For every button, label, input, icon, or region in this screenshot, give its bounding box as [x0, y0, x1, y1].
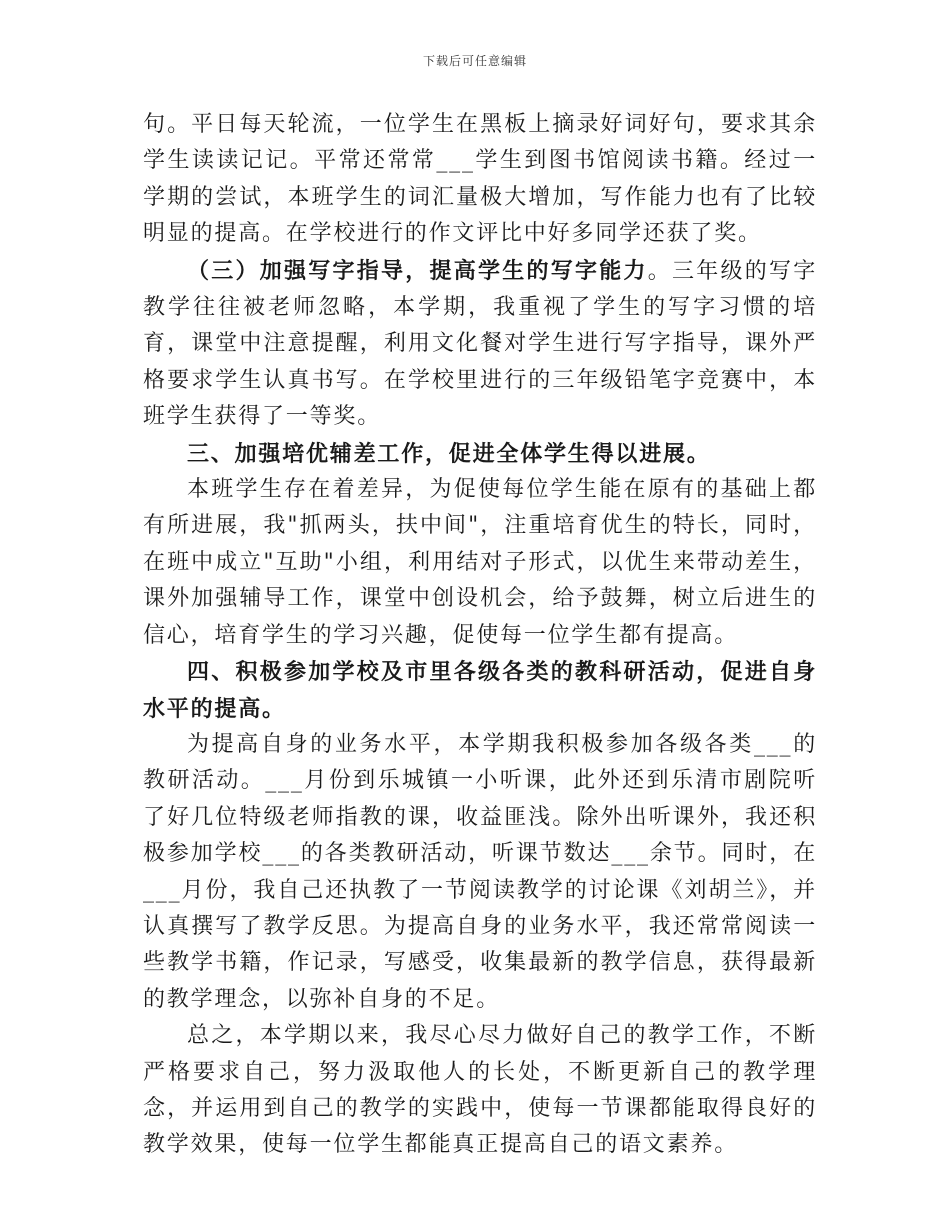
section-heading-writing: （三）加强写字指导，提高学生的写字能力	[187, 257, 648, 284]
section-heading-research: 四、积极参加学校及市里各级各类的教科研活动，促进自身水平的提高。	[143, 659, 817, 722]
paragraph-research: 为提高自身的业务水平，本学期我积极参加各级各类___的教研活动。___月份到乐城镇一小听课，此外还到乐清市剧院听了好几位特级老师指教的课，收益匪浅。除外出听课外，我还积极参加学校___的各类教研活动，听课节数达___余节。同时，在___月份，我自己还执教了一节阅读教学的讨论课《刘胡兰》，并认真撰写了教学反思。为提高自身的业务水平，我还常常阅读一些教学书籍，作记录，写感受，收集最新的教学信息，获得最新的教学理念，以弥补自身的不足。	[143, 731, 817, 1012]
paragraph-writing-guidance	[143, 253, 817, 436]
document-body	[143, 107, 817, 1164]
paragraph-summary: 总之，本学期以来，我尽心尽力做好自己的教学工作，不断严格要求自己，努力汲取他人的长处，不断更新自己的教学理念，并运用到自己的教学的实践中，使每一节课都能取得良好的教学效果，使每一位学生都能真正提高自己的语文素养。	[143, 1023, 817, 1158]
page-header: 下载后可任意编辑	[422, 54, 527, 68]
paragraph-tutoring: 本班学生存在着差异，为促使每位学生能在原有的基础上都有所进展，我"抓两头，扶中间"，注重培育优生的特长，同时，在班中成立"互助"小组，利用结对子形式，以优生来带动差生，课外加强辅导工作，课堂中创设机会，给予鼓舞，树立后进生的信心，培育学生的学习兴趣，促使每一位学生都有提高。	[143, 477, 817, 648]
section-heading-tutoring: 三、加强培优辅差工作，促进全体学生得以进展。	[187, 440, 711, 467]
paragraph-continuation: 句。平日每天轮流，一位学生在黑板上摘录好词好句，要求其余学生读读记记。平常还常常___学生到图书馆阅读书籍。经过一学期的尝试，本班学生的词汇量极大增加，写作能力也有了比较明显的提高。在学校进行的作文评比中好多同学还获了奖。	[143, 112, 817, 247]
paragraph-writing-body: 。三年级的写字教学往往被老师忽略，本学期，我重视了学生的写字习惯的培育，课堂中注意提醒，利用文化餐对学生进行写字指导，课外严格要求学生认真书写。在学校里进行的三年级铅笔字竞赛中，本班学生获得了一等奖。	[143, 258, 818, 430]
